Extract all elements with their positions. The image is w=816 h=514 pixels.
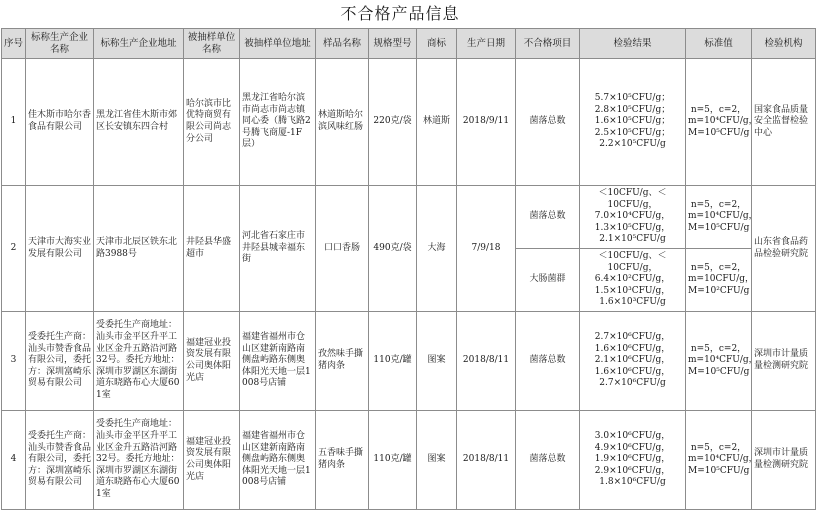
cell-results bbox=[580, 411, 686, 510]
result-line: 7.0×10⁴CFU/g， bbox=[594, 211, 671, 222]
cell-results bbox=[580, 312, 686, 411]
result-line: 10CFU/g， bbox=[607, 262, 658, 273]
cell-no: 1 bbox=[2, 59, 26, 186]
standard-line: M=10⁵CFU/g bbox=[688, 222, 750, 233]
result-line: 1.8×10⁶CFU/g bbox=[599, 477, 666, 488]
cell-spec: 110克/罐 bbox=[369, 312, 417, 411]
table-row bbox=[2, 186, 816, 249]
result-line: 4.9×10⁶CFU/g， bbox=[594, 442, 671, 453]
header-item: 不合格项目 bbox=[516, 29, 580, 59]
result-line: 2.1×10⁶CFU/g， bbox=[594, 355, 671, 366]
result-line: 1.6×10³CFU/g bbox=[599, 297, 666, 308]
cell-no: 3 bbox=[2, 312, 26, 411]
cell-date: 2018/8/11 bbox=[457, 312, 516, 411]
standard-line: M=10⁵CFU/g bbox=[688, 127, 750, 138]
result-line: 2.5×10⁵CFU/g； bbox=[594, 127, 671, 138]
header-producer-addr: 标称生产企业地址 bbox=[94, 29, 184, 59]
cell-sample: 口口香肠 bbox=[316, 186, 369, 312]
standard-line: m=10⁴CFU/g， bbox=[688, 116, 758, 127]
cell-spec: 490克/袋 bbox=[369, 186, 417, 312]
cell-standard bbox=[686, 249, 755, 312]
header-spec: 规格型号 bbox=[369, 29, 417, 59]
table-row bbox=[2, 411, 816, 510]
header-brand: 商标 bbox=[417, 29, 457, 59]
cell-sample: 五香味手撕猪肉条 bbox=[316, 411, 369, 510]
result-line: 1.6×10⁵CFU/g； bbox=[594, 116, 671, 127]
cell-sampled-addr: 黑龙江省哈尔滨市尚志市尚志镇同心委（腾飞路2号腾飞商厦-1F层） bbox=[240, 59, 316, 186]
cell-producer: 受委托生产商：汕头市赞香食品有限公司，委托方：深圳富崎乐贸易有限公司 bbox=[26, 312, 94, 411]
cell-date: 7/9/18 bbox=[457, 186, 516, 312]
cell-brand: 大海 bbox=[417, 186, 457, 312]
table-row bbox=[2, 59, 816, 186]
standard-line: n=5，c=2， bbox=[690, 343, 747, 354]
cell-spec: 220克/袋 bbox=[369, 59, 417, 186]
standard-line: M=10²CFU/g bbox=[688, 285, 750, 296]
cell-results bbox=[580, 59, 686, 186]
standard-line: m=10⁴CFU/g， bbox=[688, 355, 758, 366]
cell-sample: 孜然味手撕猪肉条 bbox=[316, 312, 369, 411]
page-title: 不合格产品信息 bbox=[340, 4, 460, 23]
cell-standard bbox=[686, 59, 758, 186]
cell-producer-addr: 受委托生产商地址：汕头市金平区升平工业区金升五路沿河路32号。委托方地址：深圳市罗湖区东湖街道东晓路布心大厦601室 bbox=[94, 312, 184, 411]
cell-item: 菌落总数 bbox=[516, 411, 580, 510]
result-line: 2.7×10⁶CFU/g， bbox=[594, 332, 671, 343]
cell-date: 2018/9/11 bbox=[457, 59, 516, 186]
standard-line: m=10CFU/g， bbox=[688, 274, 755, 285]
cell-brand: 图案 bbox=[417, 411, 457, 510]
standard-line: M=10⁵CFU/g bbox=[688, 366, 750, 377]
cell-brand: 图案 bbox=[417, 312, 457, 411]
result-line: ＜10CFU/g、＜ bbox=[598, 188, 667, 199]
cell-sampled-addr: 福建省福州市仓山区建新南路南侧盘屿路东侧奥体阳光天地一层1008号店铺 bbox=[240, 411, 316, 510]
cell-brand: 林道斯 bbox=[417, 59, 457, 186]
cell-item: 菌落总数 bbox=[516, 59, 580, 186]
result-line: 1.3×10⁵CFU/g， bbox=[594, 222, 671, 233]
header-date: 生产日期 bbox=[457, 29, 516, 59]
result-line: 1.5×10³CFU/g， bbox=[594, 285, 671, 296]
cell-sampled-unit: 福建冠业投资发展有限公司奥体阳光店 bbox=[184, 411, 240, 510]
result-line: 2.7×10⁶CFU/g bbox=[599, 378, 666, 389]
cell-agency: 深圳市计量质量检测研究院 bbox=[752, 312, 816, 411]
cell-agency: 山东省食品药品检验研究院 bbox=[752, 186, 816, 312]
cell-sampled-addr: 福建省福州市仓山区建新南路南侧盘屿路东侧奥体阳光天地一层1008号店铺 bbox=[240, 312, 316, 411]
cell-producer: 天津市大海实业发展有限公司 bbox=[26, 186, 94, 312]
cell-agency: 深圳市计量质量检测研究院 bbox=[752, 411, 816, 510]
result-line: 2.9×10⁶CFU/g， bbox=[594, 465, 671, 476]
standard-line: m=10⁴CFU/g， bbox=[688, 211, 758, 222]
header-sampled-unit: 被抽样单位名称 bbox=[184, 29, 240, 59]
header-standard: 标准值 bbox=[686, 29, 752, 59]
cell-sampled-addr: 河北省石家庄市井陉县城幸福东街 bbox=[240, 186, 316, 312]
result-line: 2.1×10⁵CFU/g bbox=[599, 234, 666, 245]
header-producer: 标称生产企业名称 bbox=[26, 29, 94, 59]
result-line: 1.9×10⁶CFU/g， bbox=[594, 454, 671, 465]
standard-line: n=5，c=2， bbox=[690, 442, 747, 453]
cell-standard bbox=[686, 186, 758, 249]
cell-results bbox=[580, 186, 686, 249]
result-line: 5.7×10⁵CFU/g； bbox=[594, 93, 671, 104]
header-sampled-addr: 被抽样单位地址 bbox=[240, 29, 316, 59]
cell-no: 2 bbox=[2, 186, 26, 312]
cell-item: 菌落总数 bbox=[516, 312, 580, 411]
cell-agency: 国家食品质量安全监督检验中心 bbox=[752, 59, 816, 186]
cell-spec: 110克/罐 bbox=[369, 411, 417, 510]
cell-results bbox=[580, 249, 686, 312]
cell-producer: 佳木斯市哈尔香食品有限公司 bbox=[26, 59, 94, 186]
cell-item: 菌落总数 bbox=[516, 186, 580, 249]
result-line: 1.6×10⁶CFU/g， bbox=[594, 343, 671, 354]
cell-sample: 林道斯哈尔滨风味红肠 bbox=[316, 59, 369, 186]
result-line: ＜10CFU/g、＜ bbox=[598, 251, 667, 262]
standard-line: M=10⁵CFU/g bbox=[688, 465, 750, 476]
cell-standard bbox=[686, 411, 758, 510]
cell-date: 2018/8/11 bbox=[457, 411, 516, 510]
cell-producer-addr: 黑龙江省佳木斯市郊区长安镇东四合村 bbox=[94, 59, 184, 186]
standard-line: n=5，c=2， bbox=[690, 104, 747, 115]
result-line: 2.2×10⁵CFU/g bbox=[599, 139, 666, 150]
nonconforming-products-table bbox=[1, 28, 816, 510]
cell-sampled-unit: 井陉县华盛超市 bbox=[184, 186, 240, 312]
table-row bbox=[2, 312, 816, 411]
standard-line: m=10⁴CFU/g， bbox=[688, 454, 758, 465]
header-results: 检验结果 bbox=[580, 29, 686, 59]
result-line: 3.0×10⁶CFU/g， bbox=[594, 431, 671, 442]
result-line: 10CFU/g， bbox=[607, 199, 658, 210]
header-no: 序号 bbox=[2, 29, 26, 59]
cell-producer-addr: 天津市北辰区铁东北路3988号 bbox=[94, 186, 184, 312]
table-header-row bbox=[2, 29, 816, 59]
result-line: 6.4×10²CFU/g， bbox=[594, 274, 671, 285]
cell-producer-addr: 受委托生产商地址：汕头市金平区升平工业区金升五路沿河路32号。委托方地址：深圳市罗湖区东湖街道东晓路布心大厦601室 bbox=[94, 411, 184, 510]
cell-sampled-unit: 哈尔滨市比优特商贸有限公司尚志分公司 bbox=[184, 59, 240, 186]
cell-no: 4 bbox=[2, 411, 26, 510]
result-line: 2.8×10⁵CFU/g； bbox=[594, 104, 671, 115]
standard-line: n=5，c=2， bbox=[690, 199, 747, 210]
header-agency: 检验机构 bbox=[752, 29, 816, 59]
cell-item: 大肠菌群 bbox=[516, 249, 580, 312]
standard-line: n=5，c=2， bbox=[690, 262, 747, 273]
cell-producer: 受委托生产商：汕头市赞香食品有限公司，委托方：深圳富崎乐贸易有限公司 bbox=[26, 411, 94, 510]
cell-sampled-unit: 福建冠业投资发展有限公司奥体阳光店 bbox=[184, 312, 240, 411]
header-sample: 样品名称 bbox=[316, 29, 369, 59]
cell-standard bbox=[686, 312, 758, 411]
result-line: 1.6×10⁶CFU/g， bbox=[594, 366, 671, 377]
